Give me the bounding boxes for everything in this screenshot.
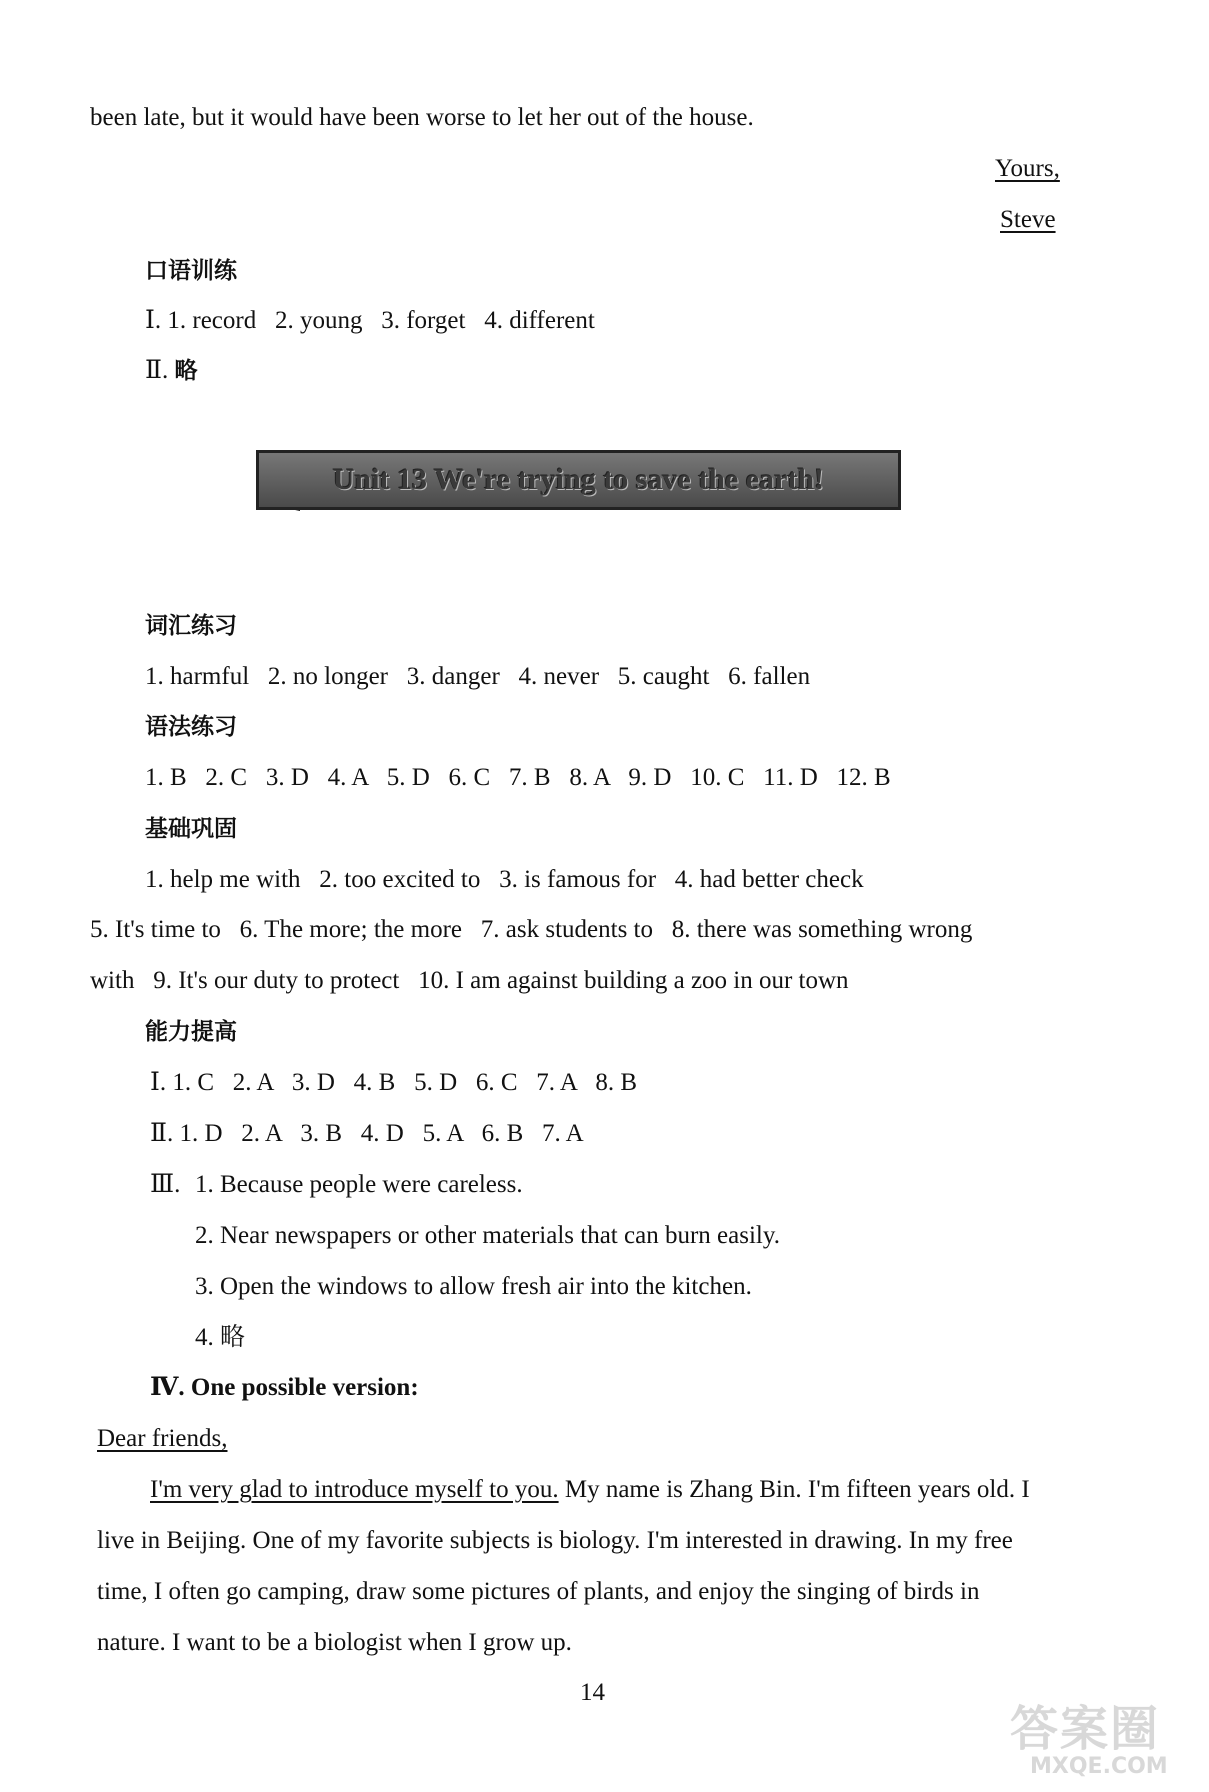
letter-last-line: been late, but it would have been worse to let her out of the house. bbox=[90, 104, 754, 131]
ability-iii-item-4: 4. 略 bbox=[195, 1324, 246, 1351]
letter-closing: Yours, bbox=[995, 155, 1060, 182]
essay-greeting: Dear friends, bbox=[97, 1425, 228, 1452]
basic-heading: 基础巩固 bbox=[145, 816, 237, 842]
essay-line-2: live in Beijing. One of my favorite subjects is biology. I'm interested in drawing. In my free bbox=[97, 1527, 1013, 1554]
oral-section-ii bbox=[145, 356, 198, 386]
essay-line-1 bbox=[150, 1475, 1030, 1505]
letter-signature: Steve bbox=[1000, 206, 1056, 233]
essay-line-4: nature. I want to be a biologist when I grow up. bbox=[97, 1629, 572, 1656]
page-number: 14 bbox=[580, 1679, 605, 1706]
watermark-logo-text: 答案圈 bbox=[1010, 1701, 1161, 1757]
essay-line-1-rest: My name is Zhang Bin. I'm fifteen years old. I bbox=[558, 1476, 1030, 1503]
ability-section-ii: Ⅱ. 1. D 2. A 3. B 4. D 5. A 6. B 7. A bbox=[150, 1120, 584, 1147]
oral-section-i bbox=[145, 306, 595, 336]
oral-i-items: 1. record 2. young 3. forget 4. different bbox=[167, 307, 595, 334]
essay-line-3: time, I often go camping, draw some pictures of plants, and enjoy the singing of birds in bbox=[97, 1578, 980, 1605]
unit-banner bbox=[256, 450, 901, 510]
oral-ii-text: 略 bbox=[174, 358, 198, 384]
ability-section-iii-label: Ⅲ. bbox=[150, 1171, 181, 1198]
watermark-logo bbox=[1000, 1690, 1190, 1786]
grammar-heading: 语法练习 bbox=[145, 714, 237, 740]
ability-iii-item-2: 2. Near newspapers or other materials that can burn easily. bbox=[195, 1222, 780, 1249]
grammar-items: 1. B 2. C 3. D 4. A 5. D 6. C 7. B 8. A 9. D 10. C 11. D 12. B bbox=[145, 764, 891, 791]
watermark-site: MXQE.COM bbox=[1030, 1754, 1168, 1779]
ability-section-i: Ⅰ. 1. C 2. A 3. D 4. B 5. D 6. C 7. A 8. B bbox=[150, 1069, 638, 1096]
basic-line-3: with 9. It's our duty to protect 10. I am against building a zoo in our town bbox=[90, 967, 849, 994]
ability-iii-item-1: 1. Because people were careless. bbox=[195, 1171, 523, 1198]
vocab-items: 1. harmful 2. no longer 3. danger 4. never 5. caught 6. fallen bbox=[145, 663, 811, 690]
essay-underlined-opening: I'm very glad to introduce myself to you. bbox=[150, 1476, 559, 1503]
ability-section-iv: Ⅳ. One possible version: bbox=[150, 1374, 419, 1401]
unit-title: Unit 13 We're trying to save the earth! bbox=[332, 463, 825, 496]
vocab-heading: 词汇练习 bbox=[145, 613, 237, 639]
ability-heading: 能力提高 bbox=[145, 1019, 237, 1045]
oral-i-label: Ⅰ. bbox=[145, 307, 162, 334]
basic-line-2: 5. It's time to 6. The more; the more 7. ask students to 8. there was something wrong bbox=[90, 916, 973, 943]
oral-ii-label: Ⅱ. bbox=[145, 357, 169, 384]
oral-heading: 口语训练 bbox=[145, 258, 237, 284]
basic-line-1: 1. help me with 2. too excited to 3. is famous for 4. had better check bbox=[145, 866, 864, 893]
ability-iii-item-3: 3. Open the windows to allow fresh air into the kitchen. bbox=[195, 1273, 752, 1300]
